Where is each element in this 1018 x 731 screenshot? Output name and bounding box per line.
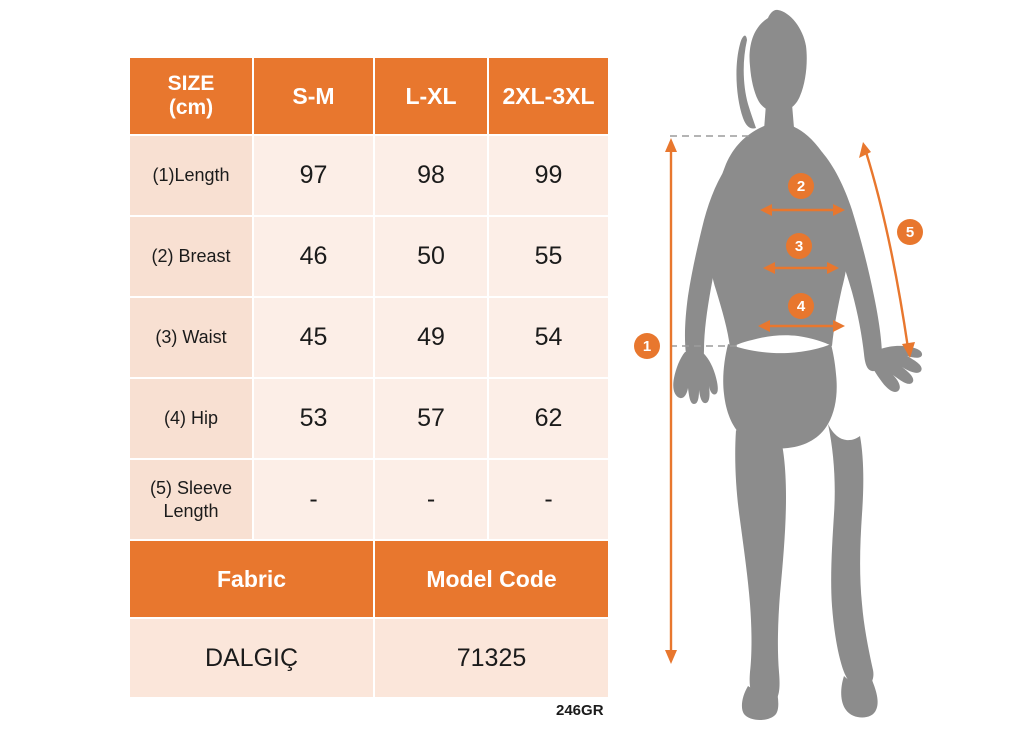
size-table: [128, 56, 610, 699]
cell-breast-sm: 46: [253, 216, 374, 297]
cell-waist-lxl: 49: [374, 297, 488, 378]
row-label-breast: (2) Breast: [129, 216, 253, 297]
column-header-lxl: L-XL: [374, 57, 488, 135]
footer-header-model-code: Model Code: [374, 540, 609, 618]
row-label-sleeve-line2: Length: [163, 500, 219, 521]
cell-waist-sm: 45: [253, 297, 374, 378]
row-label-sleeve-line1: (5) Sleeve: [149, 478, 233, 498]
table-row: [129, 216, 609, 297]
cell-length-sm: 97: [253, 135, 374, 216]
cell-length-lxl: 98: [374, 135, 488, 216]
column-header-size: [129, 57, 253, 135]
marker-2-breast: 2: [788, 173, 814, 199]
table-row: [129, 297, 609, 378]
cell-sleeve-2xl3xl: -: [488, 459, 609, 540]
marker-1-length: 1: [634, 333, 660, 359]
table-row: [129, 459, 609, 540]
product-code-note: 246GR: [556, 702, 604, 719]
cell-length-2xl3xl: 99: [488, 135, 609, 216]
cell-hip-2xl3xl: 62: [488, 378, 609, 459]
cell-hip-sm: 53: [253, 378, 374, 459]
footer-value-model-code: 71325: [374, 618, 609, 698]
cell-sleeve-lxl: -: [374, 459, 488, 540]
table-footer-header-row: [129, 540, 609, 618]
row-label-length: (1)Length: [129, 135, 253, 216]
measurement-figure: [630, 0, 1018, 731]
column-header-sm: S-M: [253, 57, 374, 135]
table-row: [129, 378, 609, 459]
cell-breast-lxl: 50: [374, 216, 488, 297]
footer-value-fabric: DALGIÇ: [129, 618, 374, 698]
cell-hip-lxl: 57: [374, 378, 488, 459]
marker-3-waist: 3: [786, 233, 812, 259]
female-body-silhouette-icon: [630, 0, 1018, 731]
marker-4-hip: 4: [788, 293, 814, 319]
footer-header-fabric: Fabric: [129, 540, 374, 618]
cell-sleeve-sm: -: [253, 459, 374, 540]
table-header-row: [129, 57, 609, 135]
column-header-2xl3xl: 2XL-3XL: [488, 57, 609, 135]
row-label-hip: (4) Hip: [129, 378, 253, 459]
row-label-sleeve-length: [129, 459, 253, 540]
column-header-size-line1: SIZE: [167, 71, 215, 95]
table-footer-value-row: [129, 618, 609, 698]
cell-waist-2xl3xl: 54: [488, 297, 609, 378]
cell-breast-2xl3xl: 55: [488, 216, 609, 297]
size-table-container: [128, 56, 608, 693]
column-header-size-line2: (cm): [168, 96, 214, 119]
row-label-waist: (3) Waist: [129, 297, 253, 378]
marker-5-sleeve-length: 5: [897, 219, 923, 245]
table-row: [129, 135, 609, 216]
